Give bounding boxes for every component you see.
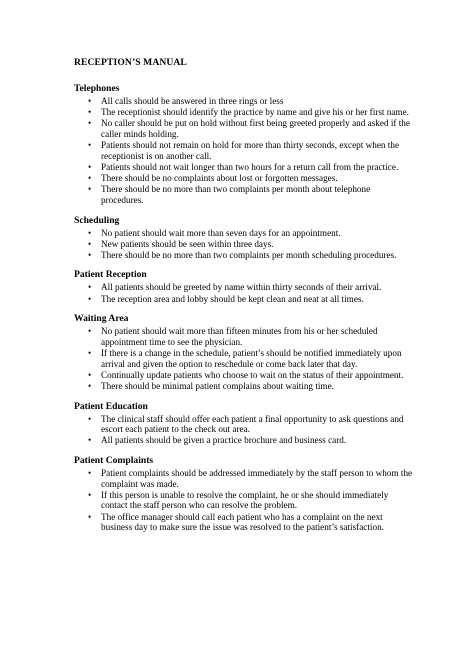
bullet-list	[74, 414, 414, 446]
list-item	[74, 435, 414, 446]
bullet-list	[74, 96, 414, 206]
bullet-icon: •	[88, 96, 92, 106]
list-item	[74, 326, 414, 347]
bullet-icon: •	[88, 326, 92, 337]
bullet-list	[74, 282, 414, 304]
list-item-text: The reception area and lobby should be kept clean and neat at all times.	[101, 293, 364, 304]
section-heading: Patient Complaints	[74, 454, 154, 466]
list-item-text: New patients should be seen within three days.	[101, 238, 274, 249]
list-item	[74, 228, 414, 239]
bullet-icon: •	[88, 118, 92, 129]
bullet-list	[74, 468, 414, 533]
list-item	[74, 381, 414, 392]
bullet-icon: •	[88, 238, 92, 249]
section-heading: Waiting Area	[74, 313, 129, 325]
list-item-text: All calls should be answered in three rings or less	[101, 96, 284, 106]
list-item	[74, 370, 414, 381]
list-item-text: No caller should be put on hold without first being greeted properly and asked if the caller minds holding.	[101, 118, 410, 139]
list-item-text: The receptionist should identify the practice by name and give his or her first name.	[101, 107, 409, 118]
list-item-text: The office manager should call each patient who has a complaint on the next business day to make sure the issue was resolved to the patient’s satisfaction.	[101, 511, 384, 533]
bullet-icon: •	[88, 227, 92, 238]
list-item	[74, 490, 414, 511]
bullet-icon: •	[88, 184, 92, 195]
list-item	[74, 250, 414, 261]
list-item	[74, 239, 414, 250]
list-item	[74, 348, 414, 369]
list-item-text: If this person is unable to resolve the complaint, he or she should immediately contact the staff person who can resolve the problem.	[101, 489, 389, 511]
section-heading: Patient Education	[74, 400, 148, 412]
bullet-icon: •	[88, 413, 92, 424]
list-item	[74, 173, 414, 184]
bullet-icon: •	[88, 511, 92, 522]
bullet-icon: •	[88, 369, 92, 380]
section-waiting-area	[74, 313, 414, 391]
section-telephones	[74, 83, 414, 206]
list-item-text: There should be no more than two complaints per month scheduling procedures.	[101, 249, 397, 260]
list-item-text: All patients should be greeted by name within thirty seconds of their arrival.	[101, 282, 382, 293]
list-item	[74, 96, 414, 107]
list-item-text: Patient complaints should be addressed immediately by the staff person to whom the complaint was made.	[101, 467, 413, 489]
bullet-icon: •	[88, 140, 92, 151]
bullet-icon: •	[88, 161, 92, 172]
bullet-icon: •	[88, 107, 92, 118]
section-heading: Scheduling	[74, 214, 120, 226]
list-item-text: If there is a change in the schedule, patient’s should be notified immediately upon arrival and given the option to reschedule or come back later that day.	[101, 348, 402, 369]
section-patient-education	[74, 401, 414, 446]
bullet-icon: •	[88, 467, 92, 478]
list-item-text: All patients should be given a practice brochure and business card.	[101, 435, 347, 446]
list-item	[74, 107, 414, 118]
list-item	[74, 162, 414, 173]
list-item-text: Patients should not wait longer than two hours for a return call from the practice.	[101, 161, 399, 172]
list-item	[74, 140, 414, 161]
list-item	[74, 294, 414, 305]
list-item-text: The clinical staff should offer each patient a final opportunity to ask questions and escort each patient to the check out area.	[101, 413, 404, 435]
list-item	[74, 118, 414, 139]
list-item-text: There should be no complaints about lost or forgotten messages.	[101, 173, 338, 184]
section-heading: Patient Reception	[74, 269, 147, 281]
document-title: RECEPTION’S MANUAL	[74, 57, 187, 68]
bullet-icon: •	[88, 435, 92, 446]
list-item-text: No patient should wait more than fifteen minutes from his or her scheduled appointment time to see the physician.	[101, 326, 378, 347]
bullet-icon: •	[88, 381, 92, 391]
list-item-text: Continually update patients who choose to wait on the status of their appointment.	[101, 369, 404, 380]
bullet-icon: •	[88, 293, 92, 304]
list-item-text: There should be minimal patient complains about waiting time.	[101, 381, 334, 391]
list-item	[74, 512, 414, 533]
section-patient-reception	[74, 269, 414, 304]
section-patient-complaints	[74, 455, 414, 533]
bullet-list	[74, 228, 414, 261]
bullet-icon: •	[88, 249, 92, 260]
list-item-text: No patient should wait more than seven days for an appointment.	[101, 227, 341, 238]
list-item	[74, 414, 414, 435]
bullet-icon: •	[88, 173, 92, 184]
list-item-text: Patients should not remain on hold for more than thirty seconds, except when the receptionist is on another call.	[101, 140, 400, 161]
bullet-icon: •	[88, 348, 92, 359]
bullet-icon: •	[88, 489, 92, 500]
list-item-text: There should be no more than two complaints per month about telephone procedures.	[101, 184, 371, 205]
section-heading: Telephones	[74, 83, 120, 94]
bullet-icon: •	[88, 282, 92, 293]
list-item	[74, 282, 414, 293]
section-scheduling	[74, 215, 414, 261]
bullet-list	[74, 326, 414, 391]
list-item	[74, 184, 414, 205]
list-item	[74, 468, 414, 489]
document-page	[74, 57, 414, 542]
